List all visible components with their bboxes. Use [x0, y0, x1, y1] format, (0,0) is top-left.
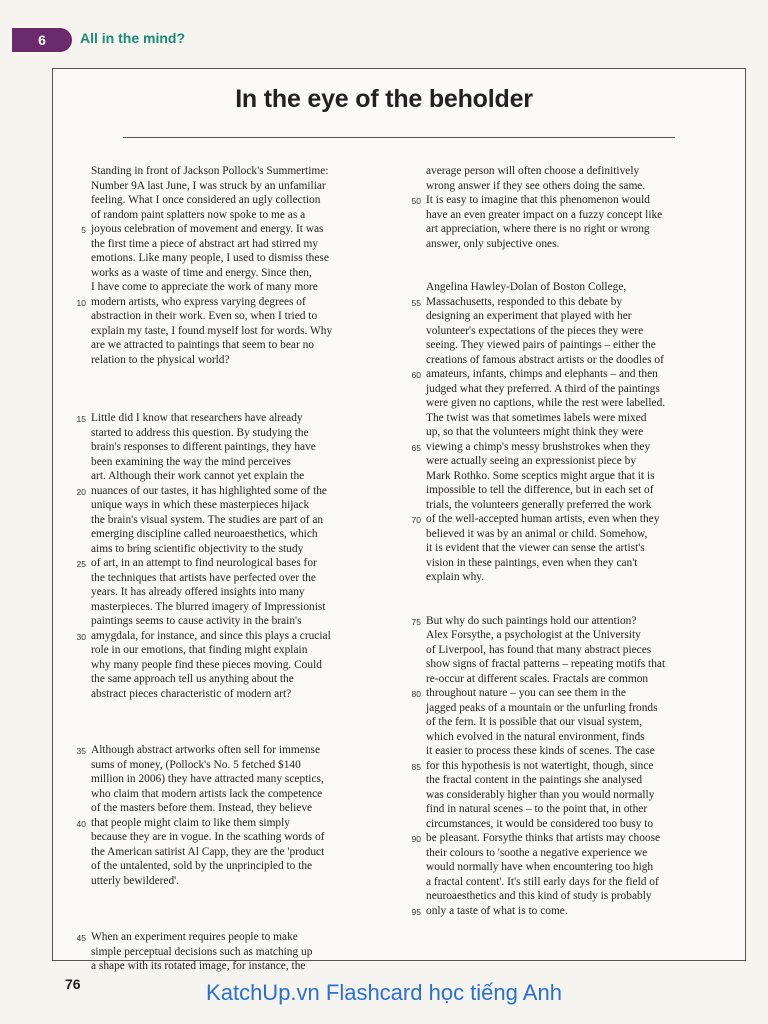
text-line [426, 773, 720, 788]
text-line [426, 744, 720, 759]
text-line [426, 353, 720, 368]
paragraph [411, 614, 720, 919]
text-line [91, 324, 381, 339]
line-text: unique ways in which these masterpieces hijack [91, 499, 310, 511]
text-line [426, 498, 720, 513]
line-number: 95 [411, 906, 421, 917]
text-line [411, 686, 720, 701]
watermark-link[interactable]: KatchUp.vn Flashcard học tiếng Anh [206, 980, 562, 1005]
text-line [426, 730, 720, 745]
line-text: answer, only subjective ones. [426, 237, 560, 250]
line-text: of art, in an attempt to find neurological bases for [91, 557, 317, 569]
line-text: volunteer's expectations of the pieces they were [426, 324, 644, 337]
text-line [426, 701, 720, 716]
line-text: are we attracted to paintings that seem to bear no [91, 339, 314, 351]
line-number: 60 [411, 370, 421, 380]
line-text: modern artists, who express varying degrees of [91, 295, 306, 308]
line-text: for this hypothesis is not watertight, though, since [426, 759, 654, 772]
line-text: judged what they preferred. A third of the paintings [426, 382, 660, 395]
text-line [426, 425, 720, 440]
text-line [411, 440, 720, 455]
line-text: vision in these paintings, even when they can't [426, 556, 638, 569]
text-line [426, 483, 720, 498]
text-line [426, 541, 720, 556]
line-text: jagged peaks of a mountain or the unfurling fronds [426, 701, 658, 714]
text-line [411, 512, 720, 527]
text-line [76, 484, 381, 499]
line-number: 10 [76, 297, 86, 308]
text-line [91, 874, 381, 889]
text-line [91, 672, 381, 687]
line-text: nuances of our tastes, it has highlighted some of the [91, 484, 327, 497]
text-line [426, 309, 720, 324]
text-line [426, 860, 720, 875]
text-line [91, 758, 381, 773]
line-text: would normally have when encountering too high [426, 861, 654, 873]
text-line [91, 498, 381, 513]
text-line [426, 280, 720, 295]
line-text: neuroaesthetics and this kind of study is probably [426, 890, 652, 902]
line-text: utterly bewildered'. [91, 874, 180, 887]
text-line [91, 658, 381, 673]
text-line [426, 454, 720, 469]
line-text: be pleasant. Forsythe thinks that artists may choose [426, 832, 661, 844]
text-line [91, 309, 381, 324]
line-number: 20 [76, 486, 86, 497]
text-line [426, 657, 720, 672]
line-text: of random paint splatters now spoke to me as a [91, 208, 306, 221]
line-text: the same approach tell us anything about the [91, 673, 294, 685]
paragraph [76, 411, 381, 701]
text-line [91, 513, 381, 528]
line-text: only a taste of what is to come. [426, 904, 568, 917]
text-line [76, 930, 381, 945]
text-line [426, 875, 720, 890]
line-text: which evolved in the natural environment, finds [426, 730, 645, 743]
line-text: seeing. They viewed pairs of paintings – either the [426, 339, 656, 351]
text-line [411, 904, 720, 919]
line-text: It is easy to imagine that this phenomenon would [426, 194, 650, 206]
line-number: 50 [411, 196, 421, 206]
text-line [91, 859, 381, 874]
text-line [76, 743, 381, 758]
text-line [426, 889, 720, 904]
line-number: 15 [76, 414, 86, 424]
text-line [91, 600, 381, 615]
line-text: role in our emotions, that finding might explain [91, 644, 308, 656]
text-line [426, 338, 720, 353]
paragraph [411, 164, 720, 251]
line-text: designing an experiment that played with her [426, 310, 632, 322]
text-line [91, 830, 381, 845]
line-text: art appreciation, where there is no right or wrong [426, 223, 650, 235]
text-line [91, 687, 381, 702]
line-text: sums of money, (Pollock's No. 5 fetched $140 [91, 758, 301, 771]
line-text: emerging discipline called neuroaesthetics, which [91, 528, 318, 540]
text-line [91, 426, 381, 441]
line-text: Although abstract artworks often sell for immense [91, 744, 321, 756]
line-text: trials, the volunteers generally preferred the work [426, 498, 652, 511]
paragraph [76, 743, 381, 888]
line-text: creations of famous abstract artists or the doodles of [426, 353, 664, 366]
line-text: Massachusetts, responded to this debate by [426, 295, 623, 308]
text-line [91, 801, 381, 816]
line-number: 55 [411, 297, 421, 308]
text-line [426, 469, 720, 484]
text-line [426, 222, 720, 237]
text-line [91, 266, 381, 281]
text-line [91, 959, 381, 974]
line-text: The twist was that sometimes labels were mixed [426, 411, 647, 424]
line-text: because they are in vogue. In the scathing words of [91, 831, 325, 843]
text-line [426, 396, 720, 411]
line-text: it is evident that the viewer can sense the artist's [426, 542, 645, 554]
line-text: relation to the physical world? [91, 353, 230, 366]
text-line [426, 715, 720, 730]
line-text: joyous celebration of movement and energy. It was [91, 223, 324, 235]
text-line [91, 164, 381, 179]
line-number: 40 [76, 818, 86, 829]
line-text: find in natural scenes – to the point that, in other [426, 803, 648, 815]
line-text: believed it was by an animal or child. Somehow, [426, 527, 648, 540]
line-text: up, so that the volunteers might think they were [426, 426, 644, 438]
text-line [91, 643, 381, 658]
line-text: of the masters before them. Instead, they believe [91, 802, 313, 814]
text-line [91, 193, 381, 208]
line-text: wrong answer if they see others doing the same. [426, 179, 646, 192]
text-line [81, 222, 381, 237]
line-text: amateurs, infants, chimps and elephants – and then [426, 368, 658, 380]
text-line [91, 772, 381, 787]
text-line [91, 440, 381, 455]
text-line [426, 788, 720, 803]
line-text: Standing in front of Jackson Pollock's Summertime: [91, 165, 329, 177]
text-line [426, 556, 720, 571]
line-text: circumstances, it would be considered too busy to [426, 817, 654, 830]
text-line [426, 672, 720, 687]
right-column [411, 164, 720, 918]
text-line [426, 324, 720, 339]
line-text: paintings seems to cause activity in the brain's [91, 615, 302, 627]
line-text: Little did I know that researchers have already [91, 412, 303, 424]
text-line [426, 411, 720, 426]
text-line [91, 455, 381, 470]
line-text: show signs of fractal patterns – repeating motifs that [426, 658, 666, 670]
line-text: When an experiment requires people to make [91, 931, 298, 943]
unit-badge [12, 28, 72, 52]
line-text: of the untalented, sold by the unprincipled to the [91, 860, 313, 872]
line-text: explain why. [426, 571, 485, 583]
paragraph [76, 164, 381, 367]
line-text: the American satirist Al Capp, they are the 'product [91, 845, 325, 858]
text-line [91, 585, 381, 600]
text-line [91, 527, 381, 542]
text-line [76, 295, 381, 310]
page-number: 76 [65, 976, 81, 992]
text-line [91, 845, 381, 860]
line-text: of the well-accepted human artists, even when they [426, 513, 660, 525]
line-text: years. It has already offered insights into many [91, 586, 305, 598]
line-number: 75 [411, 616, 421, 627]
text-line [91, 237, 381, 252]
line-text: masterpieces. The blurred imagery of Impressionist [91, 600, 326, 613]
line-text: feeling. What I once considered an ugly collection [91, 194, 321, 206]
left-column [76, 164, 381, 974]
line-text: a shape with its rotated image, for instance, the [91, 960, 306, 972]
text-line [426, 208, 720, 223]
text-line [91, 208, 381, 223]
line-text: the techniques that artists have perfected over the [91, 571, 316, 584]
text-line [91, 469, 381, 484]
line-number: 25 [76, 559, 86, 569]
line-number: 90 [411, 834, 421, 844]
text-line [91, 945, 381, 960]
line-number: 30 [76, 631, 86, 642]
text-line [91, 787, 381, 802]
line-text: aims to bring scientific objectivity to the study [91, 542, 304, 555]
text-line [426, 237, 720, 252]
paragraph [76, 930, 381, 974]
text-line [91, 338, 381, 353]
line-text: a fractal content'. It's still early days for the field of [426, 875, 659, 888]
text-line [91, 280, 381, 295]
text-line [91, 179, 381, 194]
text-line [426, 527, 720, 542]
line-text: Alex Forsythe, a psychologist at the University [426, 629, 641, 641]
line-text: were given no captions, while the rest were labelled. [426, 397, 666, 409]
article-title: In the eye of the beholder [235, 85, 533, 113]
line-text: I have come to appreciate the work of many more [91, 281, 318, 293]
text-line [411, 193, 720, 208]
line-number: 35 [76, 746, 86, 756]
line-number: 5 [81, 225, 86, 235]
line-text: that people might claim to like them simply [91, 816, 290, 829]
unit-title: All in the mind? [80, 30, 185, 46]
line-text: their colours to 'soothe a negative experience we [426, 846, 648, 859]
line-text: impossible to tell the difference, but in each set of [426, 484, 654, 496]
line-text: been examining the way the mind perceives [91, 455, 291, 468]
line-text: amygdala, for instance, and since this plays a crucial [91, 629, 331, 642]
unit-number: 6 [38, 32, 46, 48]
text-line [426, 179, 720, 194]
line-text: started to address this question. By studying the [91, 426, 309, 439]
text-line [76, 816, 381, 831]
line-text: throughout nature – you can see them in the [426, 687, 626, 699]
line-text: abstraction in their work. Even so, when I tried to [91, 310, 318, 322]
line-text: art. Although their work cannot yet explain the [91, 470, 305, 482]
text-line [91, 571, 381, 586]
text-line [426, 846, 720, 861]
line-text: Mark Rothko. Some sceptics might argue that it is [426, 469, 655, 482]
line-text: the fractal content in the paintings she analysed [426, 774, 643, 786]
line-text: million in 2006) they have attracted many sceptics, [91, 773, 324, 785]
line-text: viewing a chimp's messy brushstrokes when they [426, 440, 651, 453]
line-text: have an even greater impact on a fuzzy concept like [426, 208, 663, 221]
text-line [76, 629, 381, 644]
text-line [411, 759, 720, 774]
text-line [426, 802, 720, 817]
paragraph [411, 280, 720, 585]
line-number: 85 [411, 761, 421, 772]
line-text: average person will often choose a definitively [426, 165, 640, 177]
line-text: works as a waste of time and energy. Since then, [91, 266, 312, 279]
line-text: brain's responses to different paintings, they have [91, 441, 316, 453]
line-number: 65 [411, 442, 421, 453]
text-line [76, 411, 381, 426]
line-text: simple perceptual decisions such as matching up [91, 945, 313, 958]
line-text: Angelina Hawley-Dolan of Boston College, [426, 281, 627, 293]
line-text: was considerably higher than you would normally [426, 788, 655, 801]
line-text: were actually seeing an expressionist piece by [426, 455, 637, 467]
line-text: it easier to process these kinds of scenes. The case [426, 745, 655, 757]
text-line [411, 614, 720, 629]
line-text: emotions. Like many people, I used to dismiss these [91, 252, 329, 264]
text-line [426, 570, 720, 585]
text-line [426, 817, 720, 832]
line-text: abstract pieces characteristic of modern art? [91, 687, 292, 700]
text-line [91, 353, 381, 368]
text-line [411, 831, 720, 846]
text-line [426, 164, 720, 179]
text-line [91, 251, 381, 266]
text-line [91, 614, 381, 629]
text-line [91, 542, 381, 557]
line-text: the first time a piece of abstract art had stirred my [91, 237, 319, 250]
text-line [426, 643, 720, 658]
line-number: 45 [76, 933, 86, 943]
text-line [426, 382, 720, 397]
text-line [411, 367, 720, 382]
line-text: why many people find these pieces moving. Could [91, 658, 322, 671]
line-text: Number 9A last June, I was struck by an unfamiliar [91, 179, 326, 192]
title-divider [123, 137, 675, 138]
line-text: the brain's visual system. The studies are part of an [91, 513, 324, 526]
line-text: of Liverpool, has found that many abstract pieces [426, 643, 652, 656]
text-line [426, 628, 720, 643]
line-number: 80 [411, 689, 421, 699]
line-text: of the fern. It is possible that our visual system, [426, 716, 643, 728]
line-number: 70 [411, 515, 421, 525]
text-line [76, 556, 381, 571]
line-text: re-occur at different scales. Fractals are common [426, 672, 649, 685]
line-text: explain my taste, I found myself lost for words. Why [91, 324, 333, 337]
text-line [411, 295, 720, 310]
line-text: who claim that modern artists lack the competence [91, 787, 323, 800]
line-text: But why do such paintings hold our attention? [426, 614, 637, 627]
